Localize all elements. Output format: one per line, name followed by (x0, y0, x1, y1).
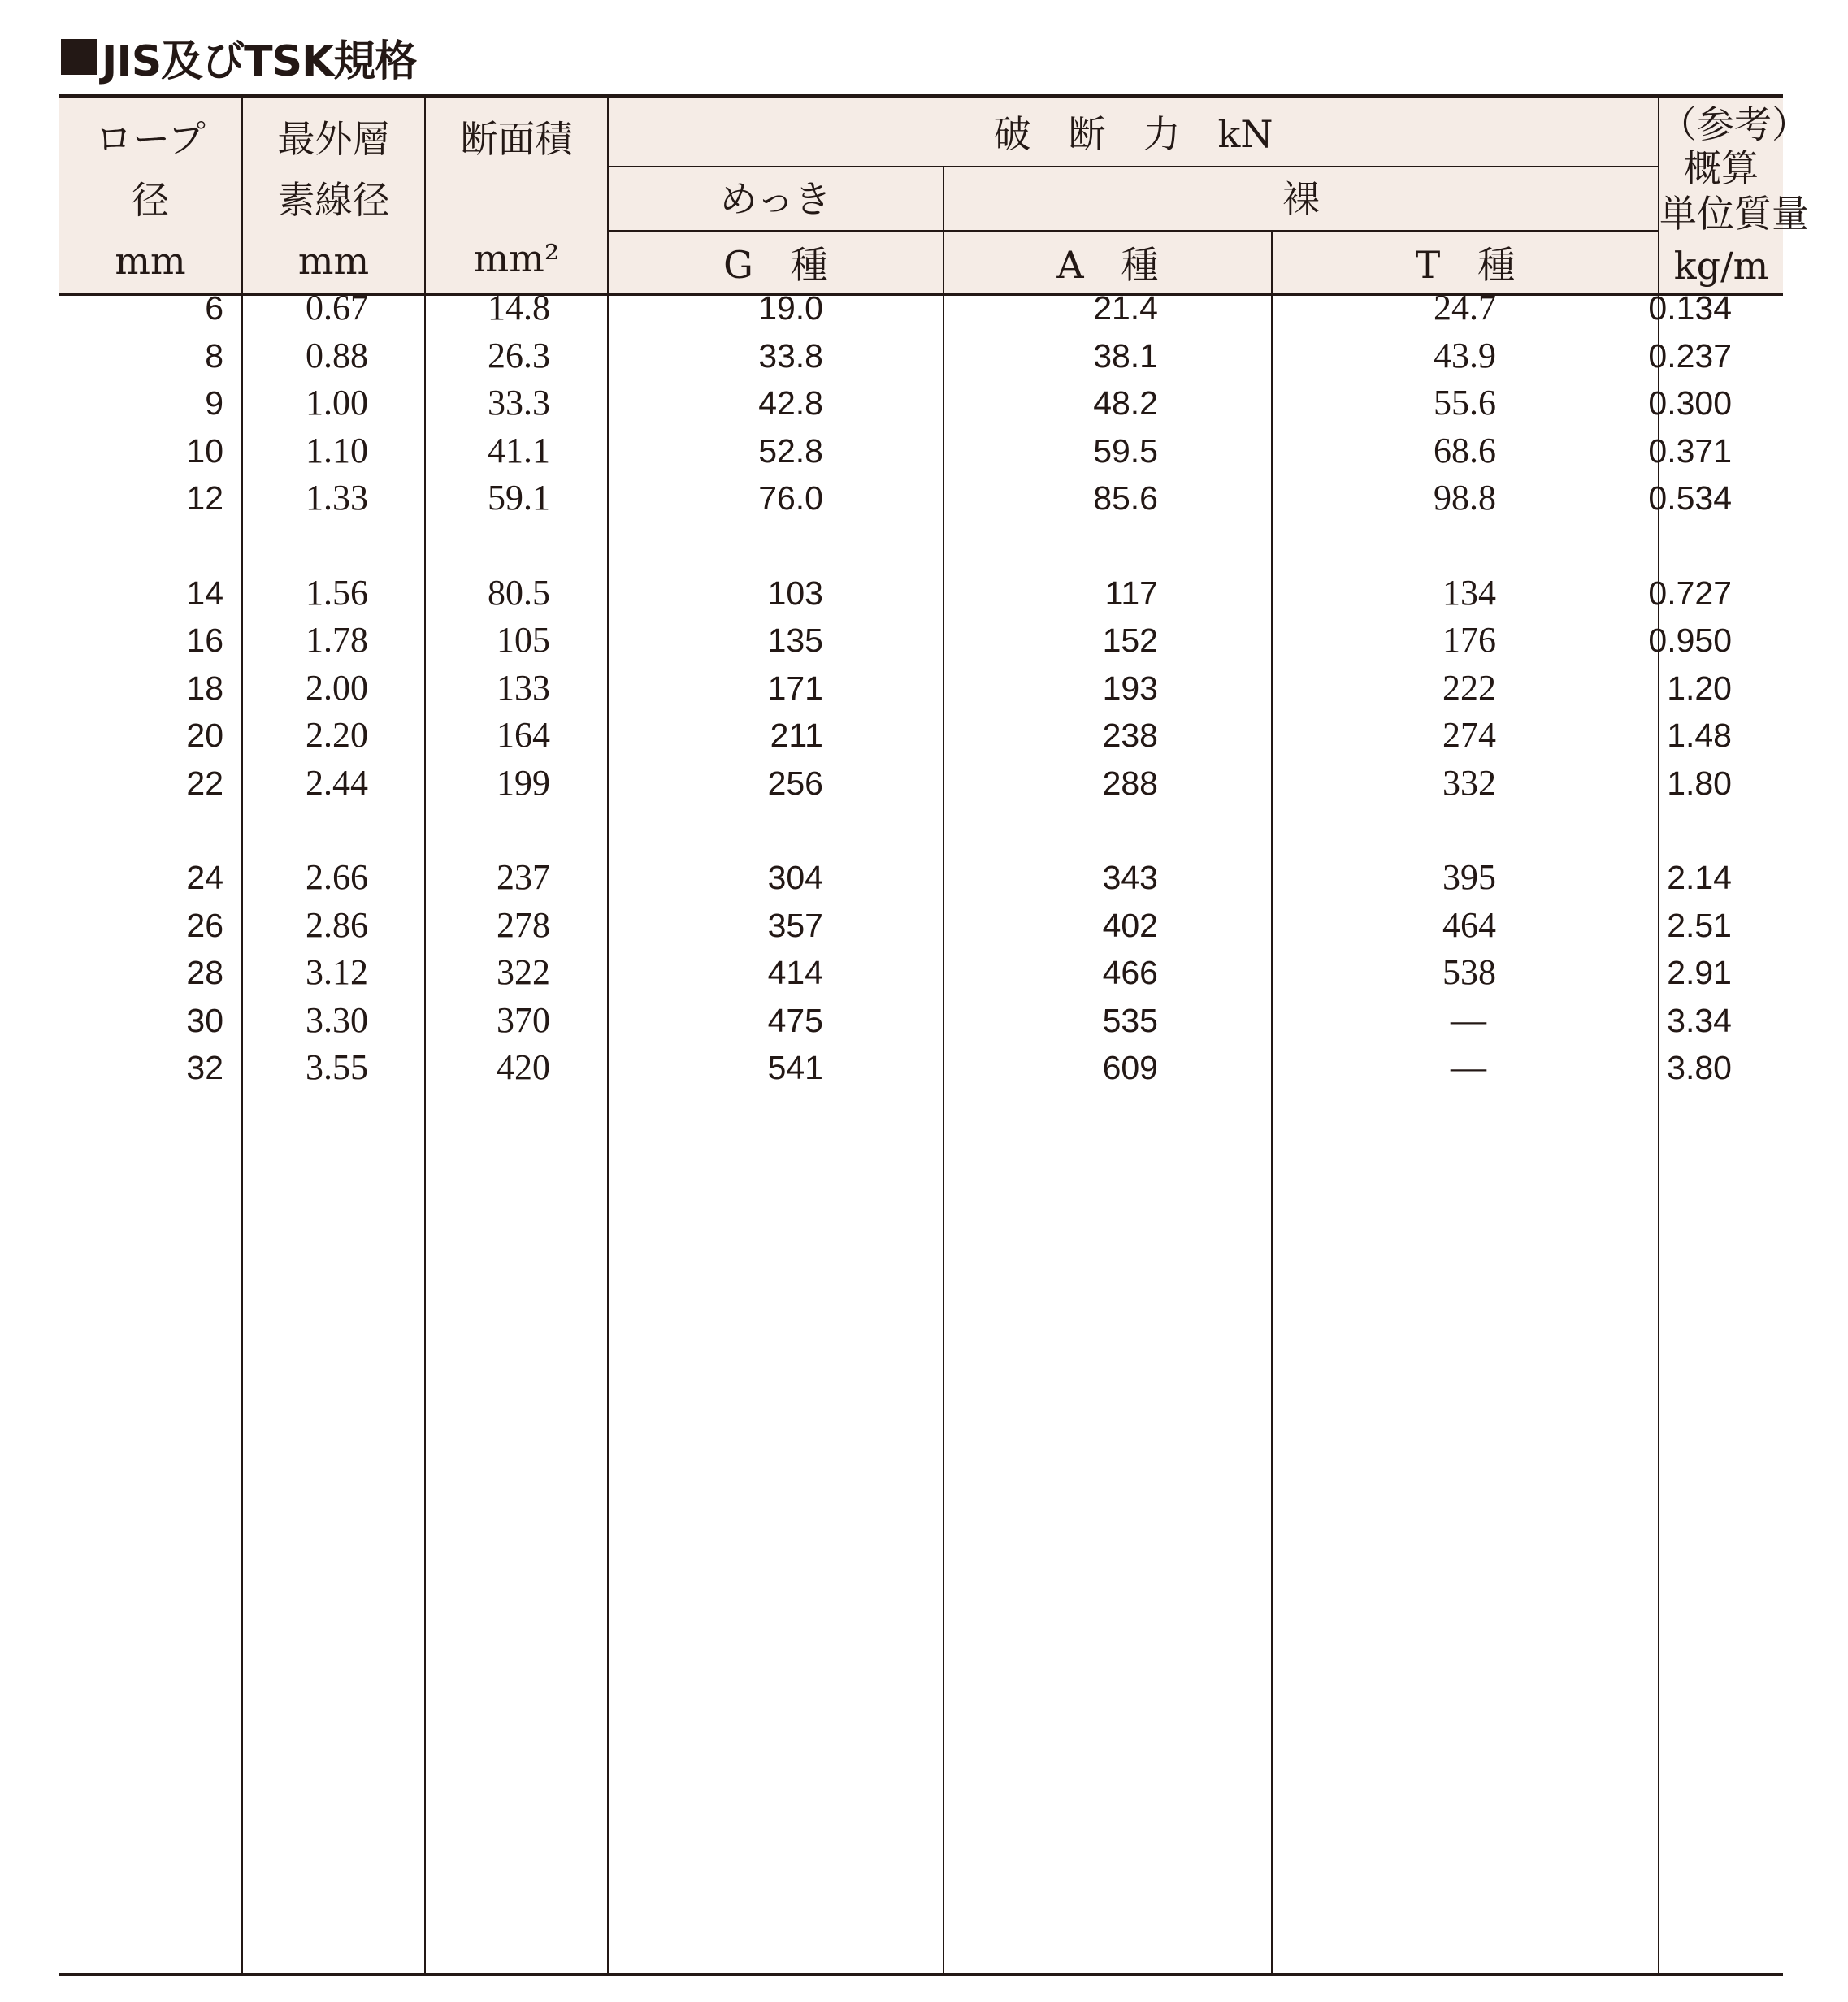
cell-t-type: 43.9 (1434, 335, 1496, 375)
cell-a-type: 238 (1102, 717, 1158, 754)
cell-rope-dia: 10 (186, 431, 223, 470)
cell-a-type: 21.4 (1093, 289, 1158, 327)
header-a-type: A 種 (1056, 243, 1159, 287)
header-rope-dia-2: 径 (132, 178, 169, 222)
cell-mass: 0.534 (1648, 479, 1732, 517)
table-row (59, 332, 1783, 379)
cell-rope-dia: 16 (186, 622, 223, 659)
cell-g-type: 33.8 (758, 336, 823, 375)
cell-t-type: 24.7 (1434, 288, 1496, 327)
cell-mass: 1.48 (1667, 717, 1732, 754)
cell-outer-wire: 0.67 (306, 288, 368, 327)
column-line (1271, 296, 1273, 1973)
cell-mass: 0.371 (1648, 431, 1732, 470)
cell-area: 133 (497, 667, 550, 708)
cell-a-type: 152 (1102, 622, 1158, 659)
cell-t-type: 274 (1442, 715, 1496, 755)
table-row (59, 1044, 1783, 1091)
header-plated: めっき (719, 177, 832, 221)
header-t-type: T 種 (1415, 243, 1516, 287)
cell-mass: 1.80 (1667, 764, 1732, 802)
cell-rope-dia: 32 (186, 1049, 223, 1086)
cell-mass: 3.34 (1667, 1001, 1732, 1039)
cell-rope-dia: 24 (186, 859, 223, 896)
cell-t-type: 395 (1442, 857, 1496, 897)
cell-mass: 0.727 (1648, 574, 1732, 612)
cell-g-type: 103 (767, 574, 823, 612)
table-row (59, 570, 1783, 617)
cell-g-type: 541 (767, 1049, 823, 1086)
cell-area: 80.5 (488, 572, 550, 613)
cell-outer-wire: 1.10 (306, 430, 368, 470)
cell-rope-dia: 18 (186, 669, 223, 707)
cell-a-type: 117 (1104, 574, 1158, 612)
spec-table (59, 94, 1809, 1976)
title-text: JIS及びTSK規格 (102, 37, 417, 86)
cell-area: 420 (497, 1047, 550, 1087)
cell-g-type: 52.8 (758, 431, 823, 470)
table-row (59, 854, 1783, 901)
cell-area: 105 (497, 620, 550, 660)
cell-mass: 0.134 (1648, 289, 1732, 327)
cell-a-type: 193 (1102, 669, 1158, 707)
cell-outer-wire: 0.88 (306, 335, 368, 375)
table-row (59, 712, 1783, 759)
cell-rope-dia: 14 (186, 574, 223, 612)
header-area: 断面積 (460, 117, 573, 161)
cell-mass: 0.950 (1648, 622, 1732, 659)
cell-a-type: 48.2 (1093, 384, 1158, 422)
header-bare: 裸 (1282, 177, 1320, 221)
cell-area: 41.1 (488, 430, 550, 470)
cell-g-type: 256 (767, 764, 823, 802)
cell-t-type: 538 (1442, 952, 1496, 992)
cell-mass: 2.91 (1667, 954, 1732, 991)
cell-rope-dia: 28 (186, 954, 223, 991)
cell-t-type: 176 (1442, 620, 1496, 660)
cell-rope-dia: 12 (186, 479, 223, 517)
header-mass-2: 単位質量 (1659, 192, 1809, 236)
cell-area: 199 (497, 762, 550, 803)
cell-g-type: 304 (767, 859, 823, 896)
cell-a-type: 288 (1102, 764, 1158, 802)
cell-mass: 1.20 (1667, 669, 1732, 707)
cell-a-type: 343 (1102, 859, 1158, 896)
cell-outer-wire: 3.30 (306, 999, 368, 1040)
cell-t-type: 98.8 (1434, 478, 1496, 518)
cell-outer-wire: 3.55 (306, 1047, 368, 1087)
table-row (59, 379, 1783, 427)
table-row (59, 997, 1783, 1044)
cell-outer-wire: 2.66 (306, 857, 368, 897)
cell-area: 322 (497, 952, 550, 992)
cell-t-type: 332 (1442, 762, 1496, 803)
cell-rope-dia: 22 (186, 764, 223, 802)
cell-outer-wire: 2.00 (306, 667, 368, 708)
header-divider-2 (607, 230, 1658, 232)
page-title (61, 24, 416, 89)
cell-a-type: 38.1 (1093, 336, 1158, 375)
cell-g-type: 42.8 (758, 384, 823, 422)
cell-rope-dia: 20 (186, 717, 223, 754)
cell-area: 237 (497, 857, 550, 897)
cell-rope-dia: 8 (205, 336, 223, 375)
cell-g-type: 414 (767, 954, 823, 991)
header-mass-1: 概算 (1684, 146, 1759, 190)
cell-g-type: 475 (767, 1001, 823, 1039)
cell-rope-dia: 9 (205, 384, 223, 422)
header-outer-wire-unit: mm (297, 239, 370, 283)
cell-a-type: 59.5 (1093, 431, 1158, 470)
cell-g-type: 19.0 (758, 289, 823, 327)
cell-mass: 0.237 (1648, 336, 1732, 375)
table-row (59, 427, 1783, 474)
table-row (59, 474, 1783, 522)
table-row (59, 284, 1783, 332)
header-rope-dia-1: ロープ (95, 117, 206, 161)
cell-outer-wire: 2.20 (306, 715, 368, 755)
cell-outer-wire: 1.33 (306, 478, 368, 518)
table-row (59, 949, 1783, 996)
cell-area: 14.8 (488, 288, 550, 327)
cell-outer-wire: 2.44 (306, 762, 368, 803)
cell-t-type: 222 (1442, 667, 1496, 708)
cell-area: 164 (497, 715, 550, 755)
cell-mass: 2.51 (1667, 906, 1732, 944)
square-bullet-icon (61, 39, 97, 75)
cell-a-type: 535 (1102, 1001, 1158, 1039)
cell-rope-dia: 30 (186, 1001, 223, 1039)
table-row (59, 617, 1783, 664)
header-area-unit: mm² (473, 236, 560, 280)
cell-t-type: 134 (1442, 572, 1496, 613)
header-outer-wire-2: 素線径 (277, 178, 390, 222)
header-g-type: G 種 (723, 243, 828, 287)
cell-g-type: 211 (770, 717, 823, 754)
cell-area: 33.3 (488, 383, 550, 422)
table-row (59, 902, 1783, 949)
cell-area: 59.1 (488, 478, 550, 518)
cell-rope-dia: 26 (186, 906, 223, 944)
cell-g-type: 171 (767, 669, 823, 707)
cell-t-type: 55.6 (1434, 383, 1496, 422)
cell-mass: 2.14 (1667, 859, 1732, 896)
table-row (59, 665, 1783, 712)
cell-outer-wire: 1.00 (306, 383, 368, 422)
cell-g-type: 357 (767, 906, 823, 944)
cell-a-type: 466 (1102, 954, 1158, 991)
cell-t-type: — (1451, 999, 1486, 1040)
cell-outer-wire: 3.12 (306, 952, 368, 992)
cell-t-type: — (1451, 1047, 1486, 1087)
cell-outer-wire: 1.78 (306, 620, 368, 660)
cell-outer-wire: 1.56 (306, 572, 368, 613)
cell-a-type: 609 (1102, 1049, 1158, 1086)
cell-a-type: 85.6 (1093, 479, 1158, 517)
cell-g-type: 135 (767, 622, 823, 659)
header-breaking-force: 破 断 力 kN (993, 112, 1273, 156)
cell-area: 278 (497, 904, 550, 945)
header-outer-wire-1: 最外層 (277, 117, 390, 161)
cell-t-type: 464 (1442, 904, 1496, 945)
cell-area: 370 (497, 999, 550, 1040)
header-rope-dia-unit: mm (115, 239, 186, 283)
cell-area: 26.3 (488, 335, 550, 375)
cell-g-type: 76.0 (758, 479, 823, 517)
table-row (59, 760, 1783, 807)
cell-mass: 3.80 (1667, 1049, 1732, 1086)
cell-a-type: 402 (1102, 906, 1158, 944)
cell-outer-wire: 2.86 (306, 904, 368, 945)
header-divider-1 (607, 166, 1658, 167)
header-mass-unit: kg/m (1673, 244, 1769, 288)
cell-rope-dia: 6 (205, 289, 223, 327)
header-mass-ref: （参考） (1659, 102, 1809, 146)
cell-t-type: 68.6 (1434, 430, 1496, 470)
cell-mass: 0.300 (1648, 384, 1732, 422)
